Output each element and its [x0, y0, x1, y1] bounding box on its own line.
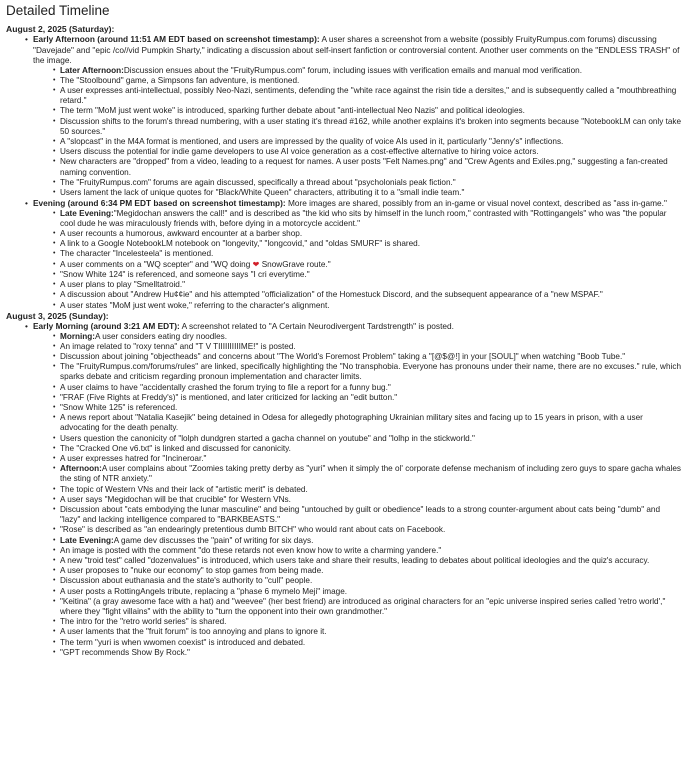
timeline-item — [53, 403, 682, 413]
session-entry — [25, 321, 682, 331]
item-text: The intro for the "retro world series" is shared. — [60, 617, 227, 627]
item-text: "Snow White 124" is referenced, and someone says "I cri everytime." — [60, 269, 310, 279]
timeline-list — [53, 209, 682, 311]
item-text: The term "MoM just went woke" is introduced, sparking further debate about "anti-intellectual Neo Nazis" and political ideologies. — [60, 106, 525, 116]
item-text: The "Stoolbound" game, a Simpsons fan adventure, is mentioned. — [60, 75, 300, 85]
page-title: Detailed Timeline — [6, 3, 110, 18]
timeline-item — [53, 648, 682, 658]
timeline-item — [53, 413, 682, 433]
item-text: An image is posted with the comment "do these retards not even know how to write a charming yandere." — [60, 545, 442, 555]
item-text: A user claims to have "accidentally crashed the forum trying to file a report for a funny bug." — [60, 382, 391, 392]
item-text: "GPT recommends Show By Rock." — [60, 647, 190, 657]
item-text: "FRAF (Five Rights at Freddy's)" is mentioned, and later criticized for lacking an "edit button." — [60, 392, 398, 402]
item-text: A game dev discusses the "pain" of writing for six days. — [113, 535, 314, 545]
item-text: "Snow White 125" is referenced. — [60, 402, 178, 412]
session-text: A user shares a screenshot from a website (possibly FruityRumpus.com forums) discussing "Davejade" and "epic /co//vid Pumpkin Sharty," indicating a discussion about self-insert fanfiction or controversial content. Another user comments on the "ENDLESS TRASH" of the image. — [33, 34, 680, 66]
timeline-item — [53, 587, 682, 597]
item-text: Discussion about joining "objectheads" and concerns about "The World's Foremost Problem" taking a "[@$@!] in your [SOUL]" when watching "Boob Tube." — [60, 351, 626, 361]
item-lead: Late Evening: — [60, 535, 114, 545]
item-text: Discussion about "cats embodying the lunar masculine" and being "untouched by guilt or obedience" leads to a strong counter-argument about cats being "dumb" and "lazy" and lacking intelligence compared to "BARKBEASTS." — [60, 504, 661, 525]
item-text: A user posts a RottingAngels tribute, replacing a "phase 6 mymelo Meji" image. — [60, 586, 348, 596]
item-text: A news report about "Natalia Kasejik" being detained in Odesa for allegedly photographing Ukrainian military sites and facing up to 15 years in prison, with a user advocating for the death penalty. — [60, 413, 643, 433]
item-text: A new "troid test" called "dozenvalues" is introduced, which users take and share their results, leading to debates about political ideologies and the quiz's accuracy. — [60, 555, 650, 565]
timeline-item — [53, 209, 682, 229]
timeline-item — [53, 505, 682, 525]
timeline-item — [53, 352, 682, 362]
timeline-item — [53, 464, 682, 484]
timeline-item — [53, 178, 682, 188]
timeline-item — [53, 147, 682, 157]
timeline-item — [53, 239, 682, 249]
timeline-item — [53, 332, 682, 342]
item-text: A discussion about "Andrew Hu¢¢ie" and his attempted "officialization" of the Homestuck Discord, and the subsequent appearance of a "new MSPAF." — [60, 290, 603, 300]
timeline-item — [53, 280, 682, 290]
timeline-item — [53, 260, 682, 270]
item-text: An image related to "roxy tenna" and "T V TIIIIIIIIIIME!" is posted. — [60, 341, 296, 351]
session-entry — [25, 198, 682, 208]
item-text: Discussion ensues about the "FruityRumpus.com" forum, including issues with verification emails and manual mod verification. — [123, 65, 582, 75]
item-text: Discussion shifts to the forum's thread numbering, with a user stating it's thread #162, while another explains it's broken into segments because "NotebookLM can only take 50 sources." — [60, 116, 682, 136]
timeline-item — [53, 566, 682, 576]
item-text: A link to a Google NotebookLM notebook on "longevity," "longcovid," and "oldas SMURF" is shared. — [60, 239, 420, 249]
timeline-item — [53, 597, 682, 617]
item-lead: Late Evening: — [60, 208, 114, 218]
timeline-item — [53, 290, 682, 300]
timeline-item — [53, 393, 682, 403]
item-text: A user considers eating dry noodles. — [95, 331, 228, 341]
timeline-item — [53, 525, 682, 535]
item-text: The "FruityRumpus.com" forums are again discussed, specifically a thread about "psycholonials peak fiction." — [60, 177, 456, 187]
item-text: A user comments on a "WQ scepter" and "WQ doing — [60, 259, 253, 269]
item-text: A user laments that the "fruit forum" is too annoying and plans to ignore it. — [60, 627, 327, 637]
timeline-item — [53, 627, 682, 637]
timeline-list — [53, 66, 682, 199]
timeline-item — [53, 157, 682, 177]
item-text: The term "yuri is when wwomen coexist" is introduced and debated. — [60, 637, 306, 647]
item-text: A user expresses hatred for "Incineroar." — [60, 453, 207, 463]
timeline-item — [53, 117, 682, 137]
session-lead: Early Morning (around 3:21 AM EDT): — [33, 321, 180, 332]
session-lead: Early Afternoon (around 11:51 AM EDT based on screenshot timestamp): — [33, 34, 320, 45]
item-text: Discussion about euthanasia and the state's authority to "cull" people. — [60, 576, 313, 586]
document — [0, 4, 688, 658]
timeline-item — [53, 556, 682, 566]
timeline-item — [53, 137, 682, 147]
timeline-item — [53, 66, 682, 76]
timeline-item — [53, 383, 682, 393]
item-text: "Keitina" (a gray awesome face with a hat) and "weevee" (her best friend) are introduced as original characters for an "epic universe inspired series called 'retro world'," where they "fight villains" with the ability to "turn the opponent into their own grandmother." — [60, 596, 666, 616]
item-text: A user expresses anti-intellectual, possibly Neo-Nazi, sentiments, defending the "white race against the risin tide a dersites," and is subsequently called a "mouthbreathing retard." — [60, 86, 677, 106]
timeline-item — [53, 638, 682, 648]
item-text: A user recounts a humorous, awkward encounter at a barber shop. — [60, 229, 303, 239]
timeline-item — [53, 342, 682, 352]
timeline-item — [53, 536, 682, 546]
timeline-content — [6, 24, 682, 658]
timeline-item — [53, 362, 682, 382]
item-text: The character "Incelesteela" is mentioned. — [60, 249, 214, 259]
item-text: New characters are "dropped" from a video, leading to a request for names. A user posts "Felt Names.png" and "Crew Agents and Exiles.png," suggesting a fan-created naming convention. — [60, 157, 668, 177]
day-heading: August 2, 2025 (Saturday): — [6, 24, 115, 34]
timeline-item — [53, 76, 682, 86]
item-text: The topic of Western VNs and their lack of "artistic merit" is debated. — [60, 484, 308, 494]
item-text: A user complains about "Zoomies taking pretty derby as "yuri" when it simply the ol' corporate defense mechanism of including zero guys to spare gacha whales the sting of NTR anxiety." — [60, 464, 681, 484]
timeline-item — [53, 617, 682, 627]
item-lead: Morning: — [60, 331, 96, 341]
item-text: Users discuss the potential for indie game developers to use AI voice generation as a cost-effective alternative to hiring voice actors. — [60, 147, 539, 157]
timeline-item — [53, 106, 682, 116]
timeline-item — [53, 485, 682, 495]
item-text: The "Cracked One v6.txt" is linked and discussed for canonicity. — [60, 443, 291, 453]
session-text: A screenshot related to "A Certain Neurodivergent Tardstrength" is posted. — [179, 321, 454, 332]
session-text: More images are shared, possibly from an in-game or visual novel context, described as "ass in-game." — [285, 198, 667, 209]
item-text: "Megidochan answers the call!" and is described as "the kid who sits by himself in the lunch room," contrasted with "Rottingangels" who was "the popular cool dude he was miraculously friends with, before dying in a motorcycle accident." — [60, 208, 667, 228]
timeline-item — [53, 301, 682, 311]
timeline-item — [53, 249, 682, 259]
item-text: A user plans to play "Smelltatroid." — [60, 280, 186, 290]
day-heading: August 3, 2025 (Sunday): — [6, 310, 109, 321]
item-text: Users question the canonicity of "lolph dundgren started a gacha channel on youtube" and "lolhp in the stickworld." — [60, 433, 475, 443]
timeline-item — [53, 434, 682, 444]
item-text: "Rose" is described as "an endearingly pretentious dumb BITCH" who would rant about cats on Facebook. — [60, 525, 446, 535]
timeline-item — [53, 188, 682, 198]
item-text: Users lament the lack of unique quotes for "Black/White Queen" characters, attributing it to a "small indie team." — [60, 188, 465, 198]
item-lead: Afternoon: — [60, 464, 102, 474]
timeline-item — [53, 454, 682, 464]
timeline-item — [53, 546, 682, 556]
timeline-item — [53, 229, 682, 239]
heart-icon: ❤ — [252, 259, 260, 269]
item-text: SnowGrave route." — [259, 259, 331, 269]
item-text: A user says "Megidochan will be that crucible" for Western VNs. — [60, 494, 291, 504]
item-lead: Later Afternoon: — [60, 65, 124, 75]
item-text: A user states "MoM just went woke," referring to the character's alignment. — [60, 300, 330, 310]
timeline-item — [53, 495, 682, 505]
item-text: A user proposes to "nuke our economy" to stop games from being made. — [60, 566, 324, 576]
timeline-list — [53, 332, 682, 659]
timeline-item — [53, 270, 682, 280]
timeline-item — [53, 576, 682, 586]
timeline-item — [53, 444, 682, 454]
item-text: A "slopcast" in the M4A format is mentioned, and users are impressed by the quality of voice AIs used in it, particularly "Jenny's" inflections. — [60, 137, 564, 147]
session-entry — [25, 34, 682, 65]
item-text: The "FruityRumpus.com/forums/rules" are linked, specifically highlighting the "No transphobia. Everyone has pronouns under their name, there are no excuses." rule, which sparks debate and criticism regarding pronoun implementation and character limits. — [60, 362, 681, 382]
timeline-item — [53, 86, 682, 106]
session-lead: Evening (around 6:34 PM EDT based on screenshot timestamp): — [33, 198, 286, 209]
